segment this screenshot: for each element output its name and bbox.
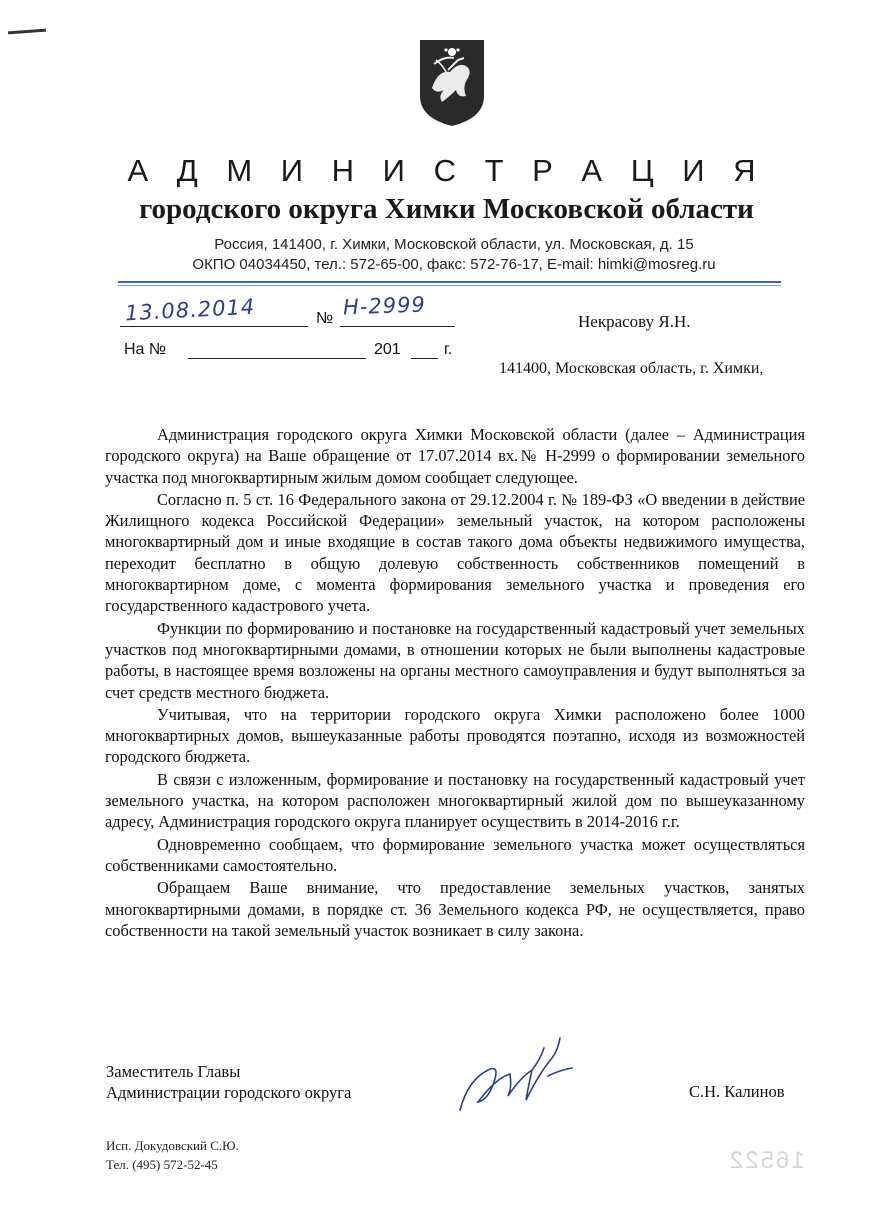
letter-body (105, 424, 805, 942)
header-divider (118, 281, 781, 283)
reference-underline (188, 358, 366, 359)
number-underline (340, 326, 455, 327)
body-paragraph: Администрация городского округа Химки Московской области (далее – Администрация городского округа) на Ваше обращение от 17.07.2014 вх.№ Н-2999 о формировании земельного участка под многоквартирным жилым домом сообщает следующее. (105, 425, 805, 487)
handwritten-signature (448, 1030, 583, 1120)
outgoing-date: 13.08.2014 (124, 294, 256, 326)
header-divider-thin (118, 285, 781, 286)
coat-of-arms-icon (414, 36, 490, 128)
body-paragraph: Одновременно сообщаем, что формирование земельного участка может осуществляться собственниками самостоятельно. (105, 834, 805, 875)
org-title: А Д М И Н И С Т Р А Ц И Я (127, 153, 766, 188)
reference-year: 201 (374, 341, 401, 358)
recipient-name: Некрасову Я.Н. (578, 312, 691, 331)
signatory-role (106, 1061, 351, 1103)
corner-pen-mark (8, 29, 46, 35)
org-subtitle: городского округа Химки Московской области (139, 193, 754, 225)
executor-phone: Тел. (495) 572-52-45 (106, 1157, 218, 1172)
executor-name: Исп. Докудовский С.Ю. (106, 1138, 239, 1153)
body-paragraph: Функции по формированию и постановке на государственный кадастровый учет земельных участков под многоквартирными домами, в отношении которых не были выполнены кадастровые работы, в настоящее время возложены на органы местного самоуправления и будут выполняться за счет средств местного бюджета. (105, 618, 805, 702)
signatory-role-line1: Заместитель Главы (106, 1062, 241, 1081)
signatory-name: С.Н. Калинов (689, 1082, 785, 1101)
reference-year-underline (411, 358, 438, 359)
reference-suffix: г. (444, 341, 453, 358)
number-sign: № (316, 310, 334, 327)
body-paragraph: Учитывая, что на территории городского округа Химки расположено более 1000 многоквартирных домов, вышеуказанные работы проводятся поэтапно, исходя из возможностей городского бюджета. (105, 704, 805, 767)
outgoing-number: Н-2999 (342, 292, 427, 320)
org-address: Россия, 141400, г. Химки, Московской области, ул. Московская, д. 15 (214, 236, 694, 253)
date-underline (120, 326, 308, 327)
body-paragraph: Согласно п. 5 ст. 16 Федерального закона от 29.12.2004 г. № 189-ФЗ «О введении в действие Жилищного кодекса Российской Федерации» земельный участок, на котором расположены многоквартирный дом и иные входящие в состав такого дома объекты недвижимого имущества, переходит бесплатно в общую долевую собственность собственников помещений в многоквартирном доме, с момента формирования земельного участка и проведения его государственного кадастрового учета. (105, 489, 805, 616)
reference-label: На № (124, 341, 167, 358)
body-paragraph: В связи с изложенным, формирование и постановку на государственный кадастровый учет земельного участка, на котором расположен многоквартирный жилой дом по вышеуказанному адресу, Администрация городского округа планирует осуществить в 2014-2016 г.г. (105, 769, 805, 832)
body-paragraph: Обращаем Ваше внимание, что предоставление земельных участков, занятых многоквартирными домами, в порядке ст. 36 Земельного кодекса РФ, не осуществляется, право собственности на такой земельный участок возникает в силу закона. (105, 878, 805, 940)
org-contacts: ОКПО 04034450, тел.: 572-65-00, факс: 572-76-17, E-mail: himki@mosreg.ru (192, 256, 716, 273)
recipient-address: 141400, Московская область, г. Химки, (499, 360, 764, 377)
signatory-role-line2: Администрации городского округа (106, 1083, 352, 1102)
bleed-through-number: 16522 (728, 1147, 805, 1174)
executor-info (106, 1136, 239, 1174)
